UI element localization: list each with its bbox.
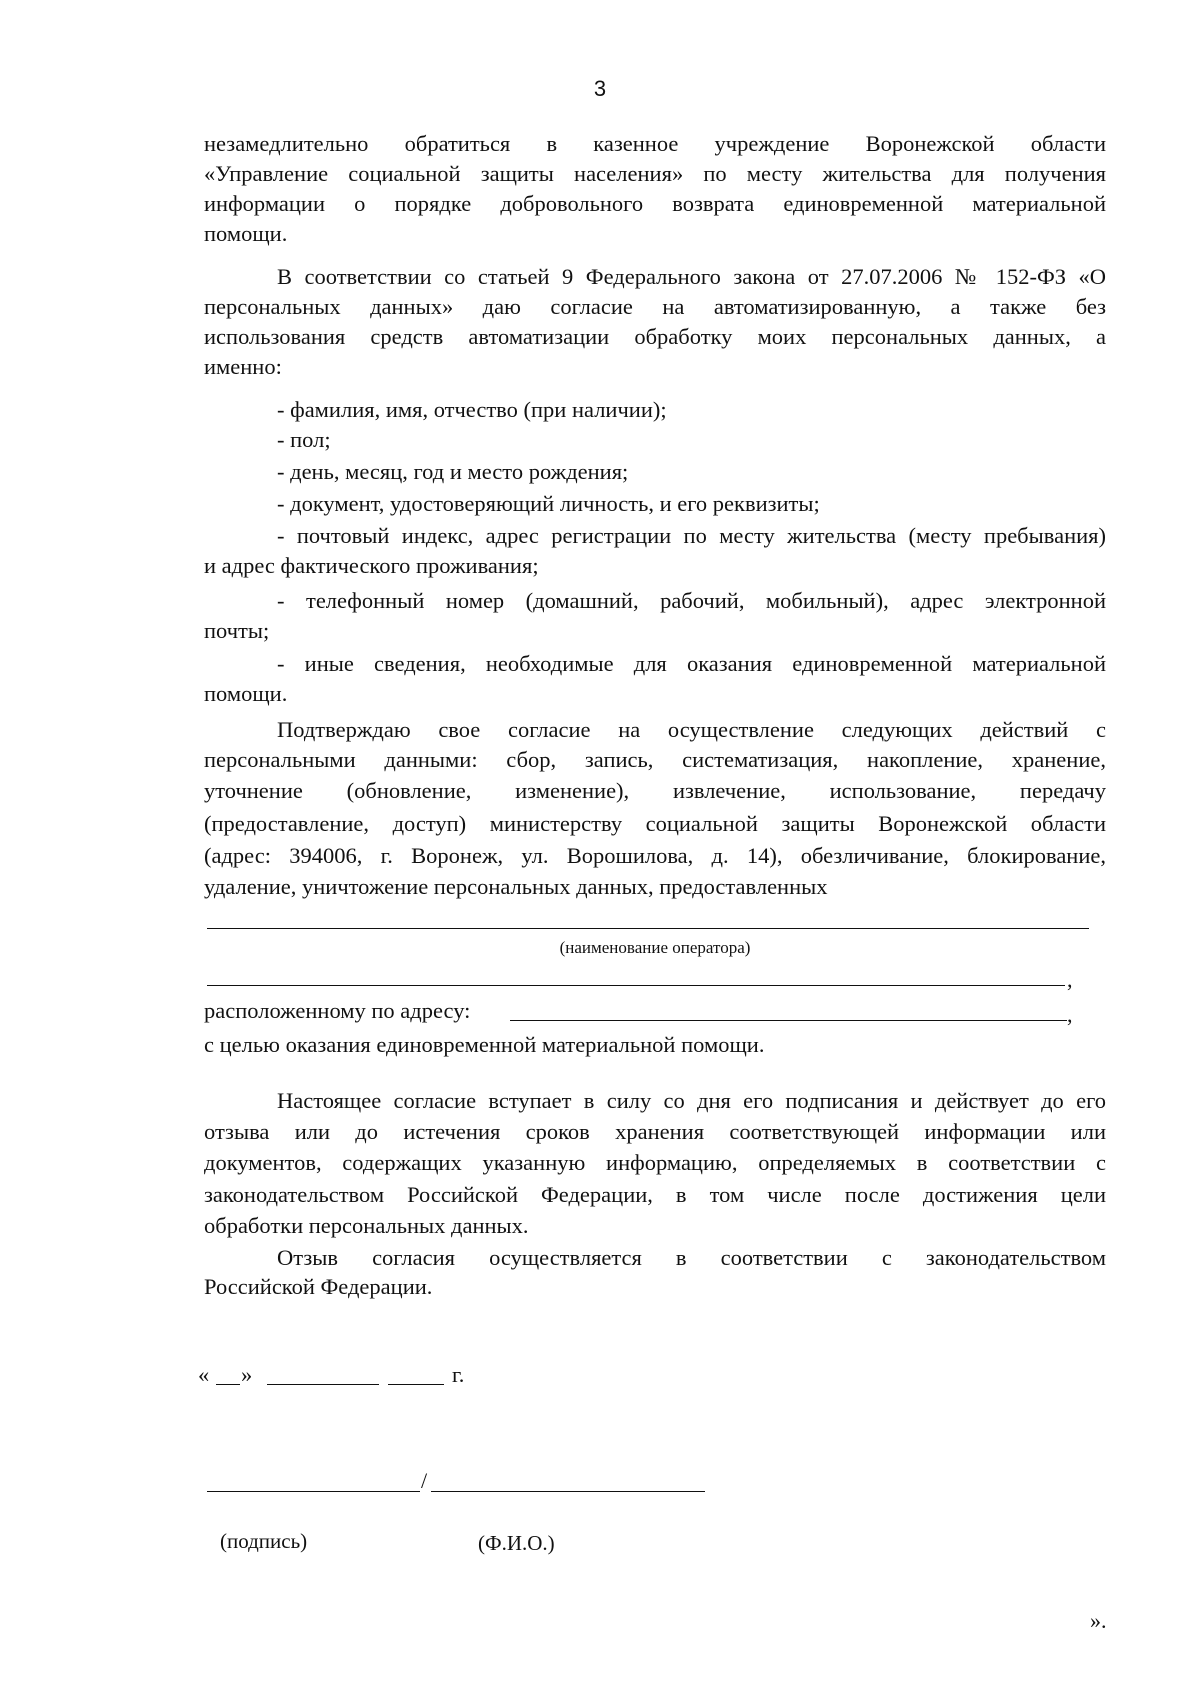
text-line: информации о порядке добровольного возврата единовременной материальной — [204, 191, 1106, 216]
full-name-caption: (Ф.И.О.) — [478, 1531, 555, 1555]
list-item: - пол; — [277, 427, 331, 452]
date-year-suffix: г. — [452, 1362, 465, 1387]
list-item: - почтовый индекс, адрес регистрации по месту жительства (месту пребывания) — [277, 523, 1106, 548]
text-line: В соответствии со статьей 9 Федерального закона от 27.07.2006 № 152-ФЗ «О — [277, 264, 1106, 289]
operator-caption: (наименование оператора) — [559, 938, 751, 957]
text-line: Подтверждаю свое согласие на осуществление следующих действий с — [277, 717, 1106, 742]
text-line: (адрес: 394006, г. Воронеж, ул. Ворошилова, д. 14), обезличивание, блокирование, — [204, 843, 1106, 868]
text-line: отзыва или до истечения сроков хранения соответствующей информации или — [204, 1119, 1106, 1144]
closing-quote-mark: ». — [1090, 1608, 1107, 1633]
purpose-line: с целью оказания единовременной материальной помощи. — [204, 1032, 765, 1057]
text-line: Отзыв согласия осуществляется в соответствии с законодательством — [277, 1245, 1106, 1270]
text-line: удаление, уничтожение персональных данных, предоставленных — [204, 874, 828, 899]
operator-name-line-1[interactable] — [207, 928, 1089, 929]
date-close-quote: » — [241, 1362, 253, 1387]
signature-caption: (подпись) — [220, 1529, 308, 1553]
text-line: незамедлительно обратиться в казенное учреждение Воронежской области — [204, 131, 1106, 156]
date-day-line[interactable] — [216, 1384, 240, 1385]
list-item: - фамилия, имя, отчество (при наличии); — [277, 397, 667, 422]
address-line[interactable] — [510, 1020, 1067, 1021]
text-line: (предоставление, доступ) министерству социальной защиты Воронежской области — [204, 811, 1106, 836]
text-line: именно: — [204, 354, 282, 379]
list-item-continuation: почты; — [204, 618, 270, 643]
date-open-quote: « — [198, 1362, 210, 1387]
text-line: документов, содержащих указанную информацию, определяемых в соответствии с — [204, 1150, 1106, 1175]
text-line: обработки персональных данных. — [204, 1213, 529, 1238]
text-line: помощи. — [204, 221, 288, 246]
text-line: «Управление социальной защиты населения» по месту жительства для получения — [204, 161, 1106, 186]
list-item-continuation: помощи. — [204, 681, 288, 706]
list-item: - иные сведения, необходимые для оказания единовременной материальной — [277, 651, 1106, 676]
address-label: расположенному по адресу: — [204, 998, 471, 1023]
date-year-line[interactable] — [388, 1384, 444, 1385]
text-line: персональных данных» даю согласие на автоматизированную, а также без — [204, 294, 1106, 319]
text-line: Российской Федерации. — [204, 1274, 433, 1299]
list-item: - телефонный номер (домашний, рабочий, мобильный), адрес электронной — [277, 588, 1106, 613]
full-name-line[interactable] — [431, 1491, 705, 1492]
text-line: законодательством Российской Федерации, в том числе после достижения цели — [204, 1182, 1106, 1207]
signature-separator: / — [421, 1468, 428, 1493]
text-line: использования средств автоматизации обработку моих персональных данных, а — [204, 324, 1106, 349]
text-line: уточнение (обновление, изменение), извлечение, использование, передачу — [204, 778, 1106, 803]
date-month-line[interactable] — [267, 1384, 379, 1385]
text-line: Настоящее согласие вступает в силу со дня его подписания и действует до его — [277, 1088, 1106, 1113]
list-item: - документ, удостоверяющий личность, и его реквизиты; — [277, 491, 820, 516]
address-line-comma: , — [1067, 1002, 1073, 1027]
list-item: - день, месяц, год и место рождения; — [277, 459, 629, 484]
page-number: 3 — [593, 76, 607, 101]
operator-line-comma: , — [1067, 967, 1073, 992]
operator-name-line-2[interactable] — [207, 985, 1065, 986]
list-item-continuation: и адрес фактического проживания; — [204, 553, 539, 578]
signature-line[interactable] — [207, 1491, 420, 1492]
text-line: персональными данными: сбор, запись, систематизация, накопление, хранение, — [204, 747, 1106, 772]
